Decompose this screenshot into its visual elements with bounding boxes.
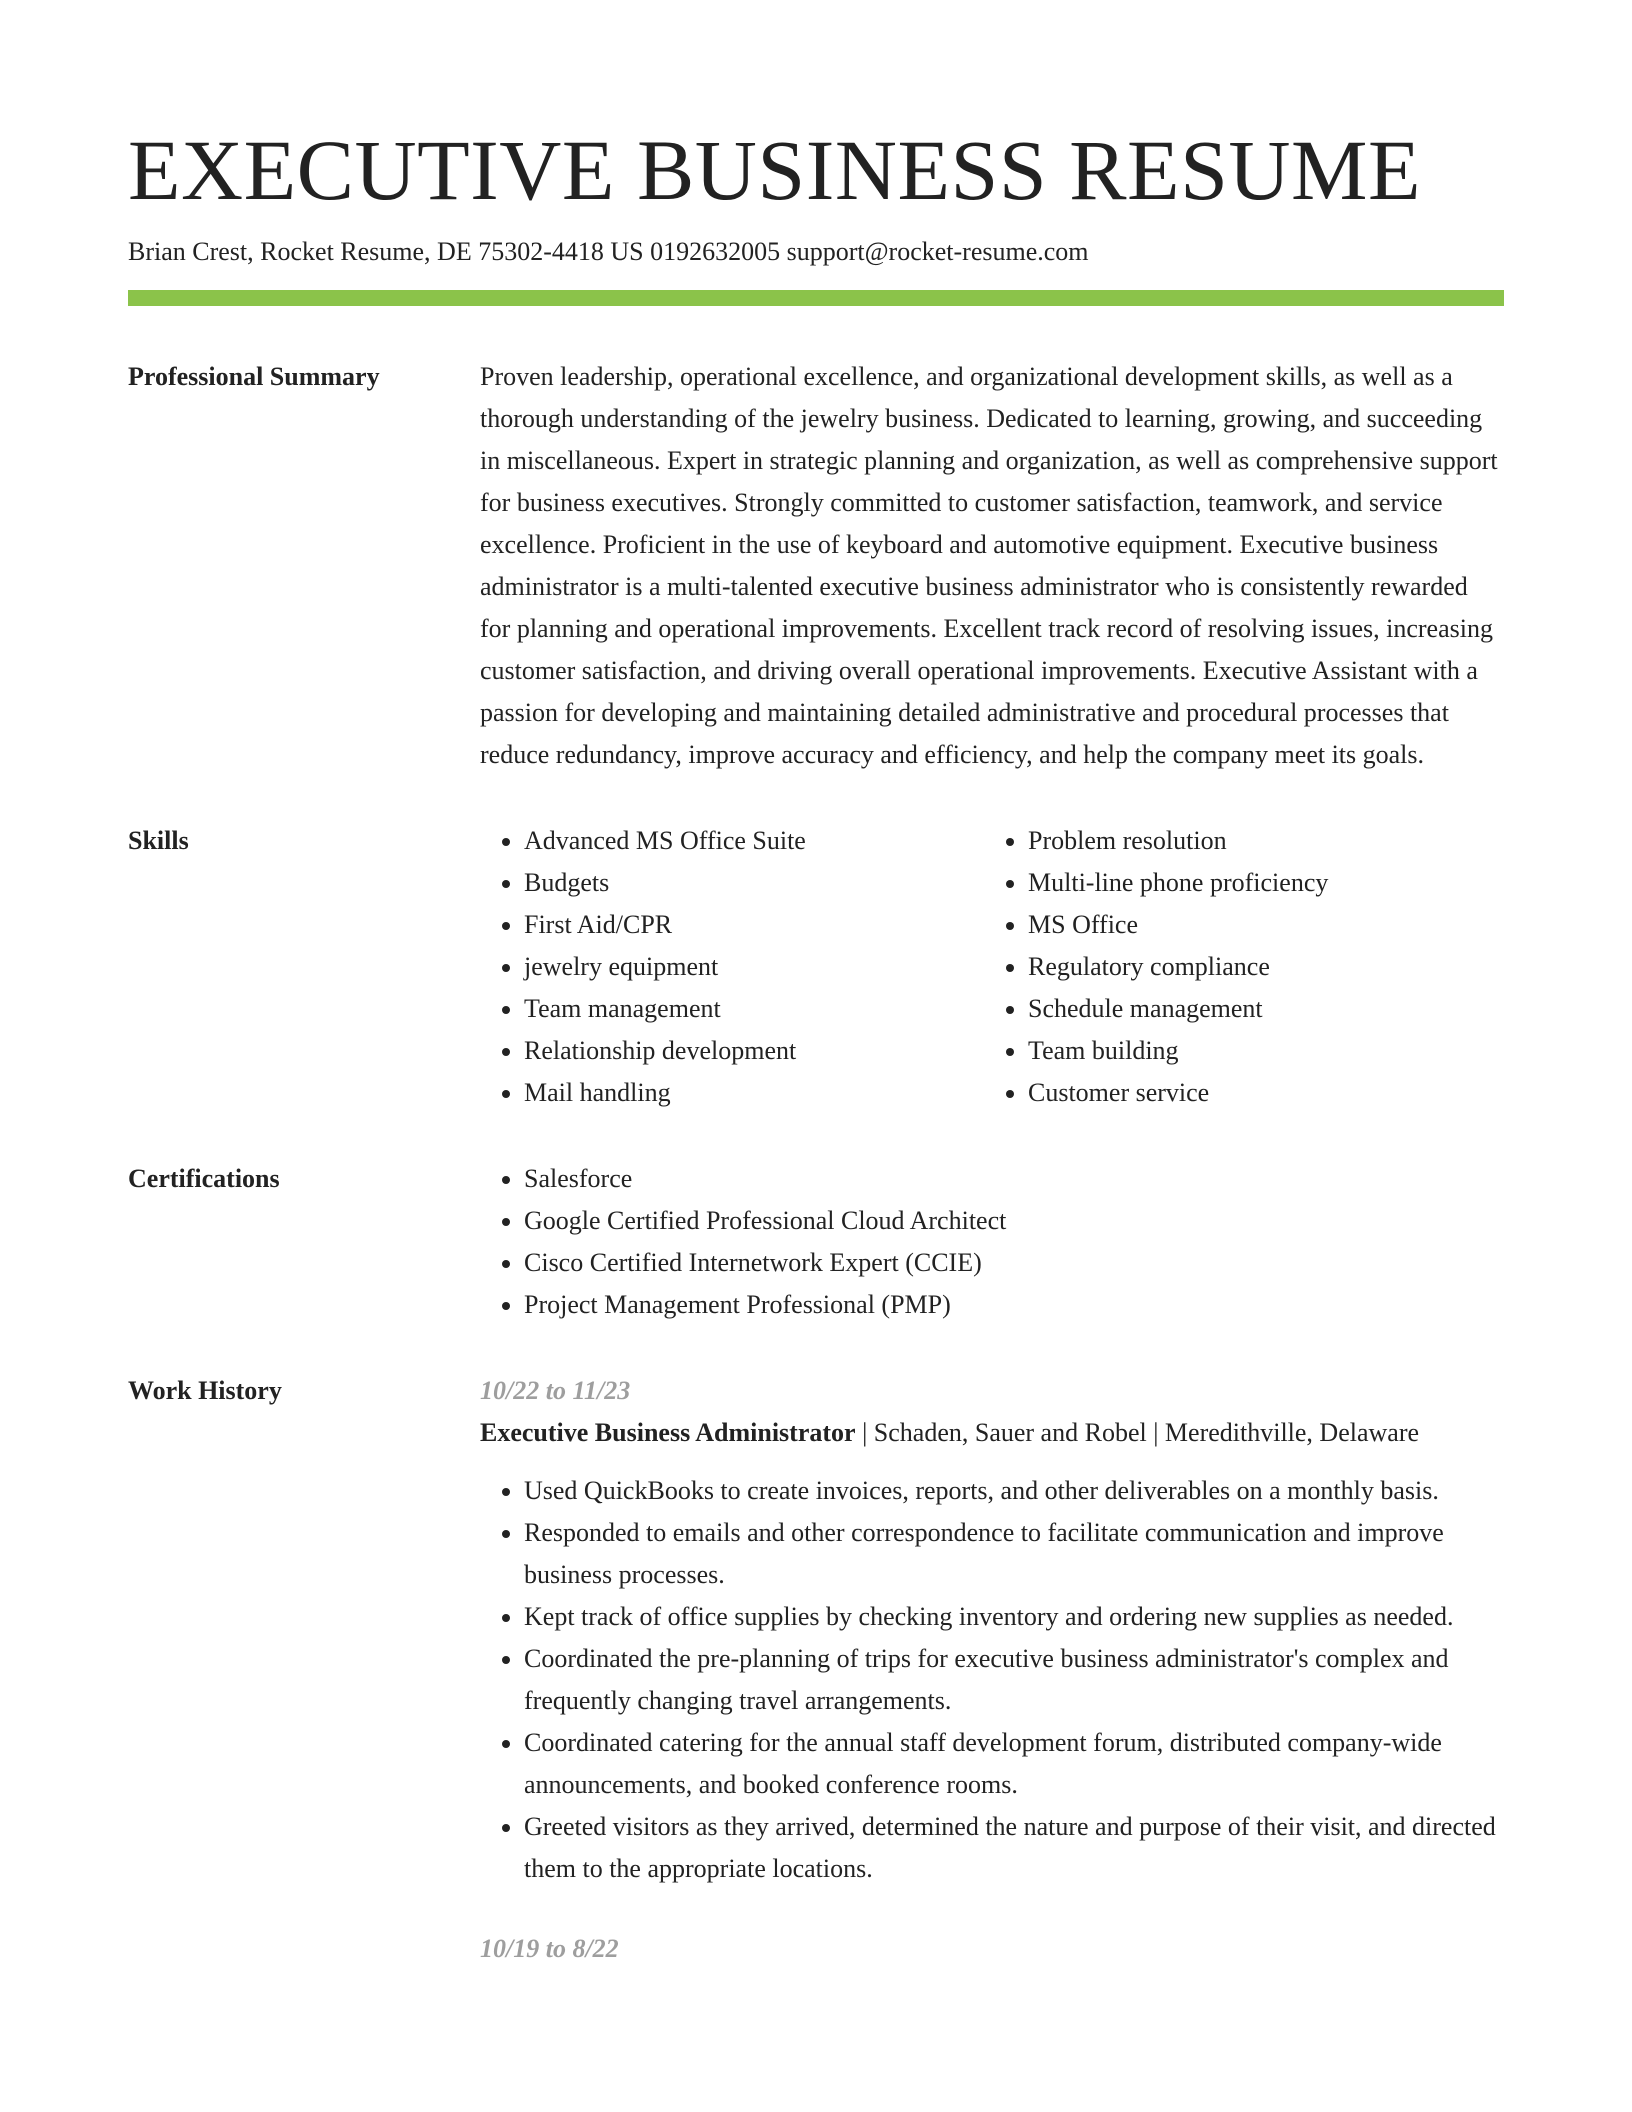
contact-address: Brian Crest, Rocket Resume, DE 75302-4418 US [128,237,644,266]
resume-page [128,118,1504,1970]
job-bullet: • Coordinated catering for the annual staff development forum, distributed company-wide announcements, and booked conference rooms. [524,1722,1504,1806]
job-employer-location: | Schaden, Sauer and Robel | Meredithville, Delaware [855,1418,1420,1447]
skill-item: • Team management [524,988,984,1030]
certification-item: • Google Certified Professional Cloud Architect [524,1200,1504,1242]
skill-item: • Advanced MS Office Suite [524,820,984,862]
job-bullet: • Responded to emails and other correspondence to facilitate communication and improve business processes. [524,1512,1504,1596]
job-entry [480,1370,1504,1890]
skill-item: • Team building [1028,1030,1488,1072]
contact-email: support@rocket-resume.com [786,237,1089,266]
skills-column-right [984,820,1488,1114]
work-history-label: Work History [128,1376,282,1405]
certifications-list [480,1158,1504,1326]
certifications-section [128,1158,1504,1326]
summary-label: Professional Summary [128,362,380,391]
job-dates: 10/22 to 11/23 [480,1376,631,1405]
resume-title: EXECUTIVE BUSINESS RESUME [128,122,1422,218]
certification-item: • Salesforce [524,1158,1504,1200]
skill-item: • MS Office [1028,904,1488,946]
skill-item: • Mail handling [524,1072,984,1114]
contact-phone: 0192632005 [650,237,781,266]
job-bullet: • Greeted visitors as they arrived, determined the nature and purpose of their visit, and directed them to the appropriate locations. [524,1806,1504,1890]
certification-item: • Cisco Certified Internetwork Expert (CCIE) [524,1242,1504,1284]
work-history-body [480,1370,1504,1970]
skill-item: • Problem resolution [1028,820,1488,862]
skills-list-left [480,820,984,1114]
certification-item: • Project Management Professional (PMP) [524,1284,1504,1326]
summary-body [480,356,1504,776]
skill-item: • Multi-line phone proficiency [1028,862,1488,904]
skills-list-right [984,820,1488,1114]
job-bullet: • Coordinated the pre-planning of trips for executive business administrator's complex and frequently changing travel arrangements. [524,1638,1504,1722]
job-title: Executive Business Administrator [480,1418,856,1447]
skills-column-left [480,820,984,1114]
job-entry [480,1928,1504,1970]
work-history-section [128,1370,1504,1970]
skill-item: • Budgets [524,862,984,904]
certifications-body [480,1158,1504,1326]
certifications-label: Certifications [128,1164,280,1193]
job-bullet: • Kept track of office supplies by checking inventory and ordering new supplies as needed. [524,1596,1504,1638]
contact-line [128,234,1504,270]
summary-text: Proven leadership, operational excellence, and organizational development skills, as well as a thorough understanding of the jewelry business. Dedicated to learning, growing, and succeeding in miscellaneous. Expert in strategic planning and organization, as well as comprehensive support for business executives. Strongly committed to customer satisfaction, teamwork, and service excellence. Proficient in the use of keyboard and automotive equipment. Executive business administrator is a multi-talented executive business administrator who is consistently rewarded for planning and operational improvements. Excellent track record of resolving issues, increasing customer satisfaction, and driving overall operational improvements. Executive Assistant with a passion for developing and maintaining detailed administrative and procedural processes that reduce redundancy, improve accuracy and efficiency, and help the company meet its goals. [480,362,1498,769]
skill-item: • Regulatory compliance [1028,946,1488,988]
skill-item: • Relationship development [524,1030,984,1072]
skills-label: Skills [128,826,189,855]
skill-item: • Customer service [1028,1072,1488,1114]
job-heading [480,1412,1504,1454]
skill-item: • jewelry equipment [524,946,984,988]
skills-body [480,820,1504,1114]
header-divider [128,290,1504,306]
job-dates: 10/19 to 8/22 [480,1934,619,1963]
skill-item: • Schedule management [1028,988,1488,1030]
skill-item: • First Aid/CPR [524,904,984,946]
job-bullets [480,1470,1504,1890]
job-bullet: • Used QuickBooks to create invoices, reports, and other deliverables on a monthly basis. [524,1470,1504,1512]
summary-section [128,356,1504,776]
skills-section [128,820,1504,1114]
